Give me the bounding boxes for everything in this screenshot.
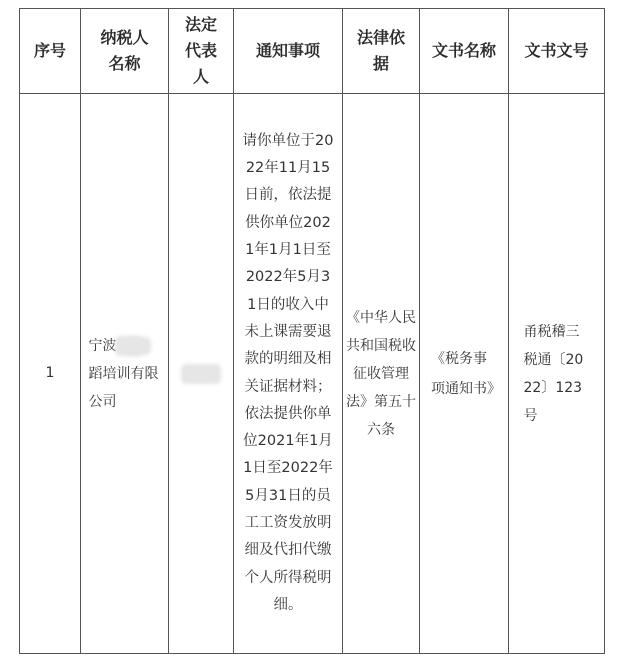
cell-legal-basis: 《中华人民共和国税收征收管理法》第五十六条 <box>343 94 420 654</box>
taxpayer-name-prefix: 宁波 <box>88 337 117 354</box>
header-document-name: 文书名称 <box>420 9 509 94</box>
redacted-mark <box>183 366 219 382</box>
header-notice-items: 通知事项 <box>234 9 343 94</box>
header-document-number: 文书文号 <box>509 9 605 94</box>
header-legal-basis: 法律依据 <box>343 9 420 94</box>
header-taxpayer-name: 纳税人名称 <box>81 9 169 94</box>
header-row <box>20 9 605 94</box>
header-seq: 序号 <box>20 9 81 94</box>
cell-taxpayer-name <box>81 94 169 654</box>
cell-legal-representative <box>169 94 234 654</box>
cell-document-number: 甬税稽三税通〔2022〕123 号 <box>509 94 605 654</box>
table-row <box>20 94 605 654</box>
cell-document-name: 《税务事项通知书》 <box>420 94 509 654</box>
cell-notice-items: 请你单位于2022年11月15日前，依法提供你单位2021年1月1日至2022年5月31日的收入中未上课需要退款的明细及相关证据材料；依法提供你单位2021年1月1日至2022年5月31日的员工工资发放明细及代扣代缴个人所得税明细。 <box>234 94 343 654</box>
previous-content-strip <box>0 0 618 8</box>
redacted-mark <box>127 339 149 353</box>
taxpayer-name-suffix: 蹈培训有限公司 <box>88 365 159 410</box>
header-legal-representative: 法定代表人 <box>169 9 234 94</box>
tax-notice-table <box>19 8 605 654</box>
cell-seq: 1 <box>20 94 81 654</box>
